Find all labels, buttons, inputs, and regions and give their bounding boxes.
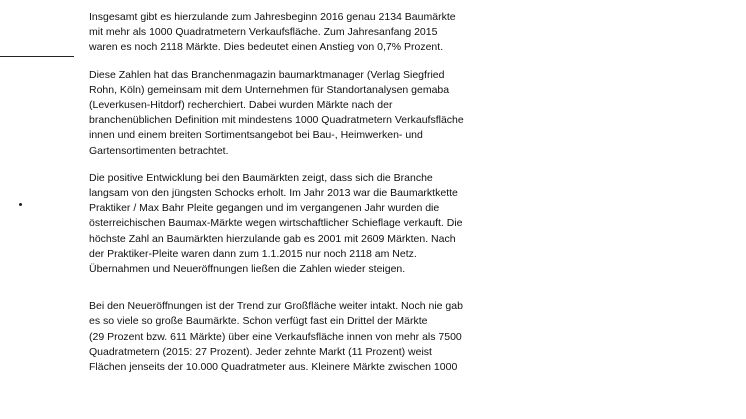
paragraph-4: Bei den Neueröffnungen ist der Trend zur Großfläche weiter intakt. Noch nie gab es so viele so große Baumärkte. Schon verfügt fast ein Drittel der Märkte (29 Prozent bzw. 611 Märkte) über eine Verkaufsfläche innen von mehr als 7500 Quadratmetern (2015: 27 Prozent). Jeder zehnte Markt (11 Prozent) weist Flächen jenseits der 10.000 Quadratmeter aus. Kleinere Märkte zwischen 1000 bbox=[89, 300, 463, 374]
paragraph-2: Diese Zahlen hat das Branchenmagazin baumarktmanager (Verlag Siegfried Rohn, Köln) gemeinsam mit dem Unternehmen für Standortanalysen gemaba (Leverkusen-Hitdorf) recherchiert. Dabei wurden Märkte nach der branchenüblichen Definition mit mindestens 1000 Quadratmetern Verkaufsfläche innen und einem breiten Sortimentsangebot bei Bau-, Heimwerken- und Gartensortimenten betrachtet. bbox=[89, 68, 464, 157]
article-body bbox=[89, 10, 559, 375]
margin-rule-line bbox=[0, 56, 74, 57]
paragraph-3: Die positive Entwicklung bei den Baumärkten zeigt, dass sich die Branche langsam von den jüngsten Schocks erholt. Im Jahr 2013 war die Baumarktkette Praktiker / Max Bahr Pleite gegangen und im vergangenen Jahr wurden die österreichischen Baumax-Märkte wegen wirtschaftlicher Schieflage verkauft. Die höchste Zahl an Baumärkten hierzulande gab es 2001 mit 2609 Märkten. Nach der Praktiker-Pleite waren dann zum 1.1.2015 nur noch 2118 am Netz. Übernahmen und Neueröffnungen ließen die Zahlen wieder steigen. bbox=[89, 171, 463, 276]
bullet-dot bbox=[19, 203, 22, 206]
paragraph-1: Insgesamt gibt es hierzulande zum Jahresbeginn 2016 genau 2134 Baumärkte mit mehr als 1000 Quadratmetern Verkaufsfläche. Zum Jahresanfang 2015 waren es noch 2118 Märkte. Dies bedeutet einen Anstieg von 0,7% Prozent. bbox=[89, 11, 456, 54]
